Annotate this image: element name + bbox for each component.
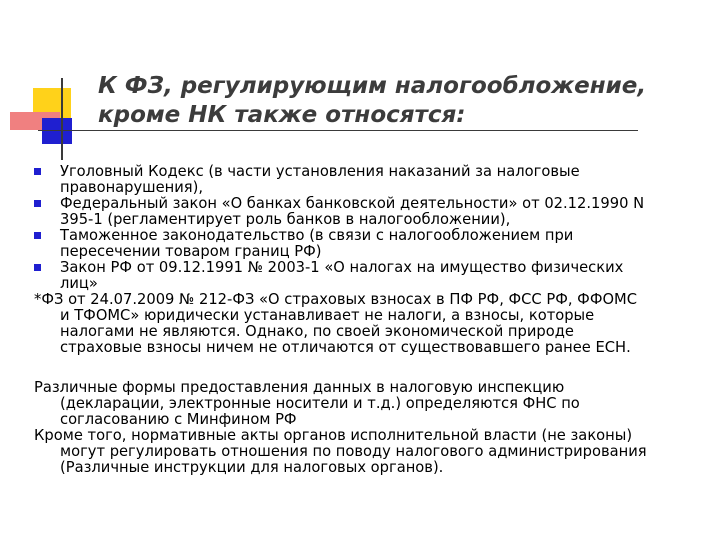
bullet-line: Таможенное законодательство (в связи с налогообложением при bbox=[60, 227, 574, 244]
bullet-line: 395-1 (регламентирует роль банков в налогообложении), bbox=[60, 211, 511, 228]
decorative-blue-block bbox=[42, 118, 72, 144]
square-bullet-icon bbox=[34, 264, 41, 271]
bullet-line: Уголовный Кодекс (в части установления наказаний за налоговые bbox=[60, 163, 580, 180]
footnote-line: *ФЗ от 24.07.2009 № 212-ФЗ «О страховых взносах в ПФ РФ, ФСС РФ, ФФОМС bbox=[34, 291, 637, 308]
footnote-insurance-contributions bbox=[34, 292, 706, 356]
slide-body bbox=[34, 164, 706, 476]
slide-title bbox=[98, 72, 698, 130]
title-line-1: К ФЗ, регулирующим налогообложение, bbox=[98, 73, 647, 99]
bullet-item-criminal-code bbox=[60, 164, 706, 196]
decorative-vertical-line bbox=[61, 78, 63, 160]
footnote-line: налогами не являются. Однако, по своей экономической природе bbox=[60, 323, 574, 340]
bullet-line: лиц» bbox=[60, 275, 98, 292]
footnote-line: страховые взносы ничем не отличаются от существовавшего ранее ЕСН. bbox=[60, 339, 631, 356]
square-bullet-icon bbox=[34, 200, 41, 207]
bullet-item-customs bbox=[60, 228, 706, 260]
paragraph-line: согласованию с Минфином РФ bbox=[60, 411, 297, 428]
square-bullet-icon bbox=[34, 232, 41, 239]
bullet-item-banks-law bbox=[60, 196, 706, 228]
paragraph-executive-acts bbox=[34, 428, 706, 476]
paragraph-reporting-forms bbox=[34, 380, 706, 428]
square-bullet-icon bbox=[34, 168, 41, 175]
bullet-line: правонарушения), bbox=[60, 179, 204, 196]
bullet-line: Федеральный закон «О банках банковской деятельности» от 02.12.1990 N bbox=[60, 195, 645, 212]
paragraph-line: Кроме того, нормативные акты органов исполнительной власти (не законы) bbox=[34, 427, 633, 444]
title-line-2: кроме НК также относятся: bbox=[98, 102, 466, 128]
paragraph-line: могут регулировать отношения по поводу налогового администрирования bbox=[60, 443, 647, 460]
paragraph-spacer bbox=[34, 356, 706, 380]
paragraph-line: (Различные инструкции для налоговых органов). bbox=[60, 459, 444, 476]
bullet-line: Закон РФ от 09.12.1991 № 2003-1 «О налогах на имущество физических bbox=[60, 259, 624, 276]
footnote-line: и ТФОМС» юридически устанавливает не налоги, а взносы, которые bbox=[60, 307, 595, 324]
paragraph-line: Различные формы предоставления данных в налоговую инспекцию bbox=[34, 379, 565, 396]
title-underline bbox=[38, 130, 638, 131]
bullet-item-property-tax-law bbox=[60, 260, 706, 292]
bullet-line: пересечении товаром границ РФ) bbox=[60, 243, 322, 260]
paragraph-line: (декларации, электронные носители и т.д.) определяются ФНС по bbox=[60, 395, 580, 412]
